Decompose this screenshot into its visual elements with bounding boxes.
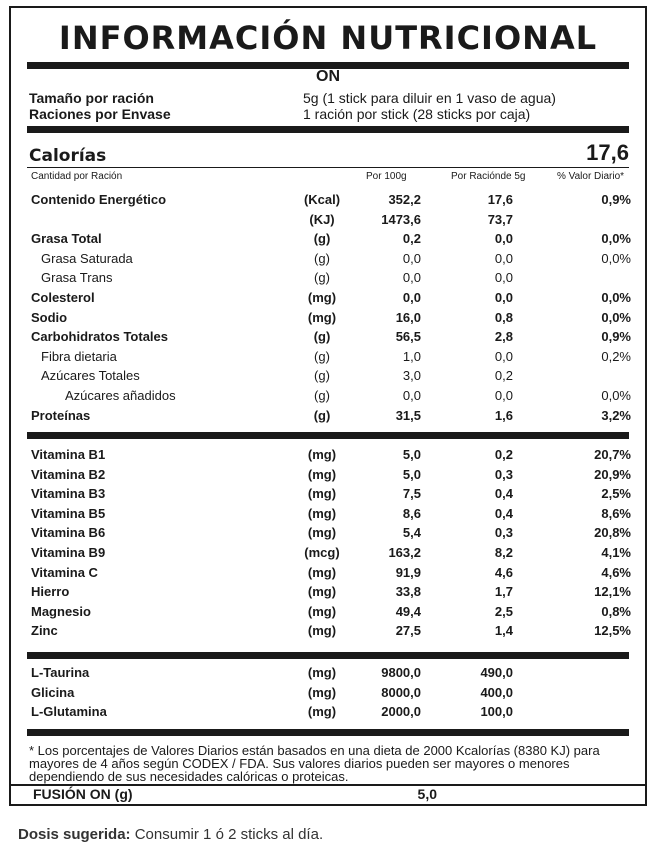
value-per-serving: 0,8 — [494, 309, 513, 325]
nutrient-unit: (Kcal) — [303, 192, 341, 207]
table-row — [27, 485, 629, 503]
daily-value-percent: 4,1% — [601, 545, 631, 560]
table-row — [27, 466, 629, 484]
value-per-serving: 2,8 — [494, 329, 513, 345]
value-per-serving: 0,0 — [494, 388, 513, 403]
value-per-100g: 5,0 — [402, 447, 421, 462]
nutrient-name: Carbohidratos Totales — [31, 329, 169, 345]
table-row — [27, 230, 629, 248]
value-per-serving: 0,0 — [494, 270, 513, 286]
nutrient-unit: (mg) — [307, 447, 337, 462]
nutrient-unit: (mg) — [307, 603, 337, 619]
value-per-100g: 1,0 — [402, 348, 421, 364]
value-per-serving: 0,2 — [494, 447, 513, 462]
value-per-100g: 7,5 — [402, 486, 421, 502]
value-per-100g: 8,6 — [402, 505, 421, 521]
divider — [27, 126, 629, 133]
table-row — [27, 505, 629, 523]
value-per-serving: 0,3 — [494, 466, 513, 482]
nutrient-name: Vitamina B9 — [31, 545, 106, 560]
nutrient-name: Vitamina C — [31, 564, 98, 580]
divider — [27, 432, 629, 439]
value-per-100g: 352,2 — [388, 192, 421, 207]
table-row — [27, 664, 629, 682]
daily-value-percent: 12,5% — [594, 623, 631, 639]
nutrient-unit: (mg) — [307, 623, 337, 639]
dosage-text: Consumir 1 ó 2 sticks al día. — [134, 826, 324, 843]
table-row — [27, 309, 629, 327]
nutrient-unit: (KJ) — [309, 211, 335, 227]
table-row — [27, 583, 629, 601]
daily-value-percent: 20,9% — [594, 466, 631, 482]
value-per-100g: 56,5 — [395, 329, 421, 345]
table-row — [27, 348, 629, 366]
nutrient-name: Zinc — [31, 623, 58, 639]
value-per-serving: 490,0 — [480, 665, 513, 680]
table-row — [27, 289, 629, 307]
value-per-serving: 0,2 — [494, 368, 513, 384]
nutrient-unit: (g) — [314, 368, 330, 384]
daily-value-percent: 20,7% — [594, 447, 631, 462]
nutrient-unit: (mg) — [307, 309, 337, 325]
value-per-100g: 8000,0 — [381, 684, 421, 700]
value-per-100g: 5,0 — [402, 466, 421, 482]
serving-size-label: Tamaño por ración — [29, 90, 154, 106]
daily-value-percent: 0,9% — [601, 192, 631, 207]
value-per-100g: 33,8 — [395, 584, 421, 600]
value-per-serving: 8,2 — [494, 545, 513, 560]
nutrient-name: Grasa Trans — [41, 270, 113, 286]
dosage-label: Dosis sugerida: — [18, 826, 131, 843]
serving-size-value: 5g (1 stick para diluir en 1 vaso de agua) — [303, 90, 556, 106]
daily-value-percent: 3,2% — [601, 407, 631, 423]
daily-value-percent: 0,0% — [601, 388, 631, 403]
nutrient-name: L-Glutamina — [31, 704, 107, 720]
value-per-100g: 0,2 — [402, 231, 421, 247]
value-per-serving: 1,6 — [494, 407, 513, 423]
daily-value-percent: 0,8% — [601, 603, 631, 619]
daily-value-percent: 0,0% — [601, 309, 631, 325]
nutrient-unit: (mg) — [307, 665, 337, 680]
daily-value-percent: 0,2% — [601, 348, 631, 364]
divider — [27, 729, 629, 736]
nutrient-name: Colesterol — [31, 290, 95, 305]
value-per-serving: 17,6 — [487, 192, 513, 207]
table-row — [27, 564, 629, 582]
nutrient-name: Grasa Total — [31, 231, 102, 247]
value-per-serving: 1,7 — [494, 584, 513, 600]
value-per-100g: 31,5 — [395, 407, 421, 423]
nutrient-name: Fibra dietaria — [41, 348, 117, 364]
table-row — [27, 446, 629, 464]
value-per-100g: 0,0 — [402, 250, 421, 266]
value-per-100g: 1473,6 — [381, 211, 421, 227]
value-per-serving: 73,7 — [487, 211, 513, 227]
nutrient-unit: (g) — [314, 388, 330, 403]
header-quantity: Cantidad por Ración — [31, 171, 123, 182]
header-daily-value: % Valor Diario* — [557, 171, 625, 182]
nutrient-unit: (mg) — [307, 486, 337, 502]
value-per-serving: 0,0 — [494, 250, 513, 266]
table-row — [27, 603, 629, 621]
servings-per-container-label: Raciones por Envase — [29, 106, 171, 122]
product-name: ON — [316, 68, 340, 85]
fusion-value: 5,0 — [417, 786, 437, 802]
value-per-serving: 0,3 — [494, 525, 513, 541]
daily-value-percent: 2,5% — [601, 486, 631, 502]
value-per-serving: 0,0 — [494, 290, 513, 305]
value-per-serving: 0,0 — [494, 348, 513, 364]
value-per-100g: 16,0 — [395, 309, 421, 325]
value-per-serving: 0,4 — [494, 486, 513, 502]
table-row — [27, 703, 629, 721]
value-per-100g: 9800,0 — [381, 665, 421, 680]
table-row — [27, 622, 629, 640]
value-per-100g: 0,0 — [402, 388, 421, 403]
value-per-100g: 0,0 — [402, 290, 421, 305]
footnote: * Los porcentajes de Valores Diarios están basados en una dieta de 2000 Kcalorías (8380 KJ) para mayores de 4 años según CODEX / FDA. Sus valores diarios pueden ser mayores o menores dependiendo de sus necesidades calóricas o proteicas. — [29, 743, 600, 784]
header-per-serving: Por Raciónde 5g — [451, 171, 526, 182]
nutrient-unit: (mg) — [307, 684, 337, 700]
value-per-serving: 0,0 — [494, 231, 513, 247]
nutrient-unit: (mcg) — [304, 545, 340, 560]
nutrient-name: Grasa Saturada — [41, 250, 133, 266]
daily-value-percent: 0,0% — [601, 231, 631, 247]
daily-value-percent: 8,6% — [601, 505, 631, 521]
nutrient-name: Vitamina B6 — [31, 525, 106, 541]
value-per-serving: 2,5 — [494, 603, 513, 619]
daily-value-percent: 0,0% — [601, 290, 631, 305]
table-row — [27, 211, 629, 229]
nutrient-name: Glicina — [31, 684, 75, 700]
table-row — [27, 524, 629, 542]
nutrient-name: L-Taurina — [31, 665, 90, 680]
table-row — [27, 250, 629, 268]
value-per-serving: 4,6 — [494, 564, 513, 580]
nutrient-unit: (mg) — [307, 584, 337, 600]
servings-per-container-value: 1 ración por stick (28 sticks por caja) — [303, 106, 531, 122]
nutrient-name: Contenido Energético — [31, 192, 167, 207]
table-row — [27, 269, 629, 287]
nutrient-name: Proteínas — [31, 407, 91, 423]
daily-value-percent: 0,0% — [601, 250, 631, 266]
daily-value-percent: 12,1% — [594, 584, 631, 600]
nutrient-unit: (mg) — [307, 505, 337, 521]
nutrient-unit: (mg) — [307, 466, 337, 482]
header-per100: Por 100g — [366, 171, 407, 182]
page-title: INFORMACIÓN NUTRICIONAL — [58, 19, 598, 57]
table-row — [27, 387, 629, 405]
nutrient-unit: (g) — [313, 407, 331, 423]
nutrient-unit: (mg) — [307, 704, 337, 720]
nutrient-unit: (g) — [313, 329, 331, 345]
nutrient-unit: (g) — [313, 231, 331, 247]
daily-value-percent: 4,6% — [601, 564, 631, 580]
nutrient-unit: (mg) — [307, 525, 337, 541]
nutrient-name: Vitamina B1 — [31, 447, 106, 462]
nutrient-name: Azúcares añadidos — [65, 388, 176, 403]
nutrient-name: Magnesio — [31, 603, 91, 619]
daily-value-percent: 20,8% — [594, 525, 631, 541]
calories-label: Calorías — [29, 146, 107, 166]
value-per-100g: 91,9 — [395, 564, 421, 580]
calories-value: 17,6 — [586, 140, 629, 165]
table-row — [27, 191, 629, 209]
nutrient-name: Vitamina B3 — [31, 486, 106, 502]
table-row — [27, 684, 629, 702]
nutrition-facts-panel — [9, 6, 647, 806]
table-row — [27, 367, 629, 385]
divider — [27, 652, 629, 659]
value-per-100g: 5,4 — [402, 525, 421, 541]
nutrient-name: Hierro — [31, 584, 70, 600]
nutrient-name: Sodio — [31, 309, 68, 325]
nutrient-unit: (mg) — [307, 290, 337, 305]
value-per-100g: 27,5 — [395, 623, 421, 639]
value-per-100g: 49,4 — [395, 603, 421, 619]
nutrient-name: Vitamina B5 — [31, 505, 106, 521]
nutrient-unit: (mg) — [307, 564, 337, 580]
daily-value-percent: 0,9% — [601, 329, 631, 345]
table-row — [27, 328, 629, 346]
value-per-100g: 2000,0 — [381, 704, 421, 720]
value-per-100g: 163,2 — [388, 545, 421, 560]
divider — [27, 167, 629, 168]
value-per-serving: 100,0 — [480, 704, 513, 720]
nutrient-unit: (g) — [314, 348, 330, 364]
nutrient-unit: (g) — [314, 250, 330, 266]
value-per-serving: 0,4 — [494, 505, 513, 521]
dosage-note — [18, 826, 323, 843]
nutrient-name: Azúcares Totales — [41, 368, 140, 384]
table-row — [27, 544, 629, 562]
nutrient-unit: (g) — [314, 270, 330, 286]
nutrient-name: Vitamina B2 — [31, 466, 106, 482]
value-per-serving: 1,4 — [494, 623, 513, 639]
value-per-100g: 0,0 — [402, 270, 421, 286]
table-row — [27, 407, 629, 425]
value-per-100g: 3,0 — [402, 368, 421, 384]
value-per-serving: 400,0 — [480, 684, 513, 700]
fusion-label: FUSIÓN ON (g) — [33, 786, 133, 802]
